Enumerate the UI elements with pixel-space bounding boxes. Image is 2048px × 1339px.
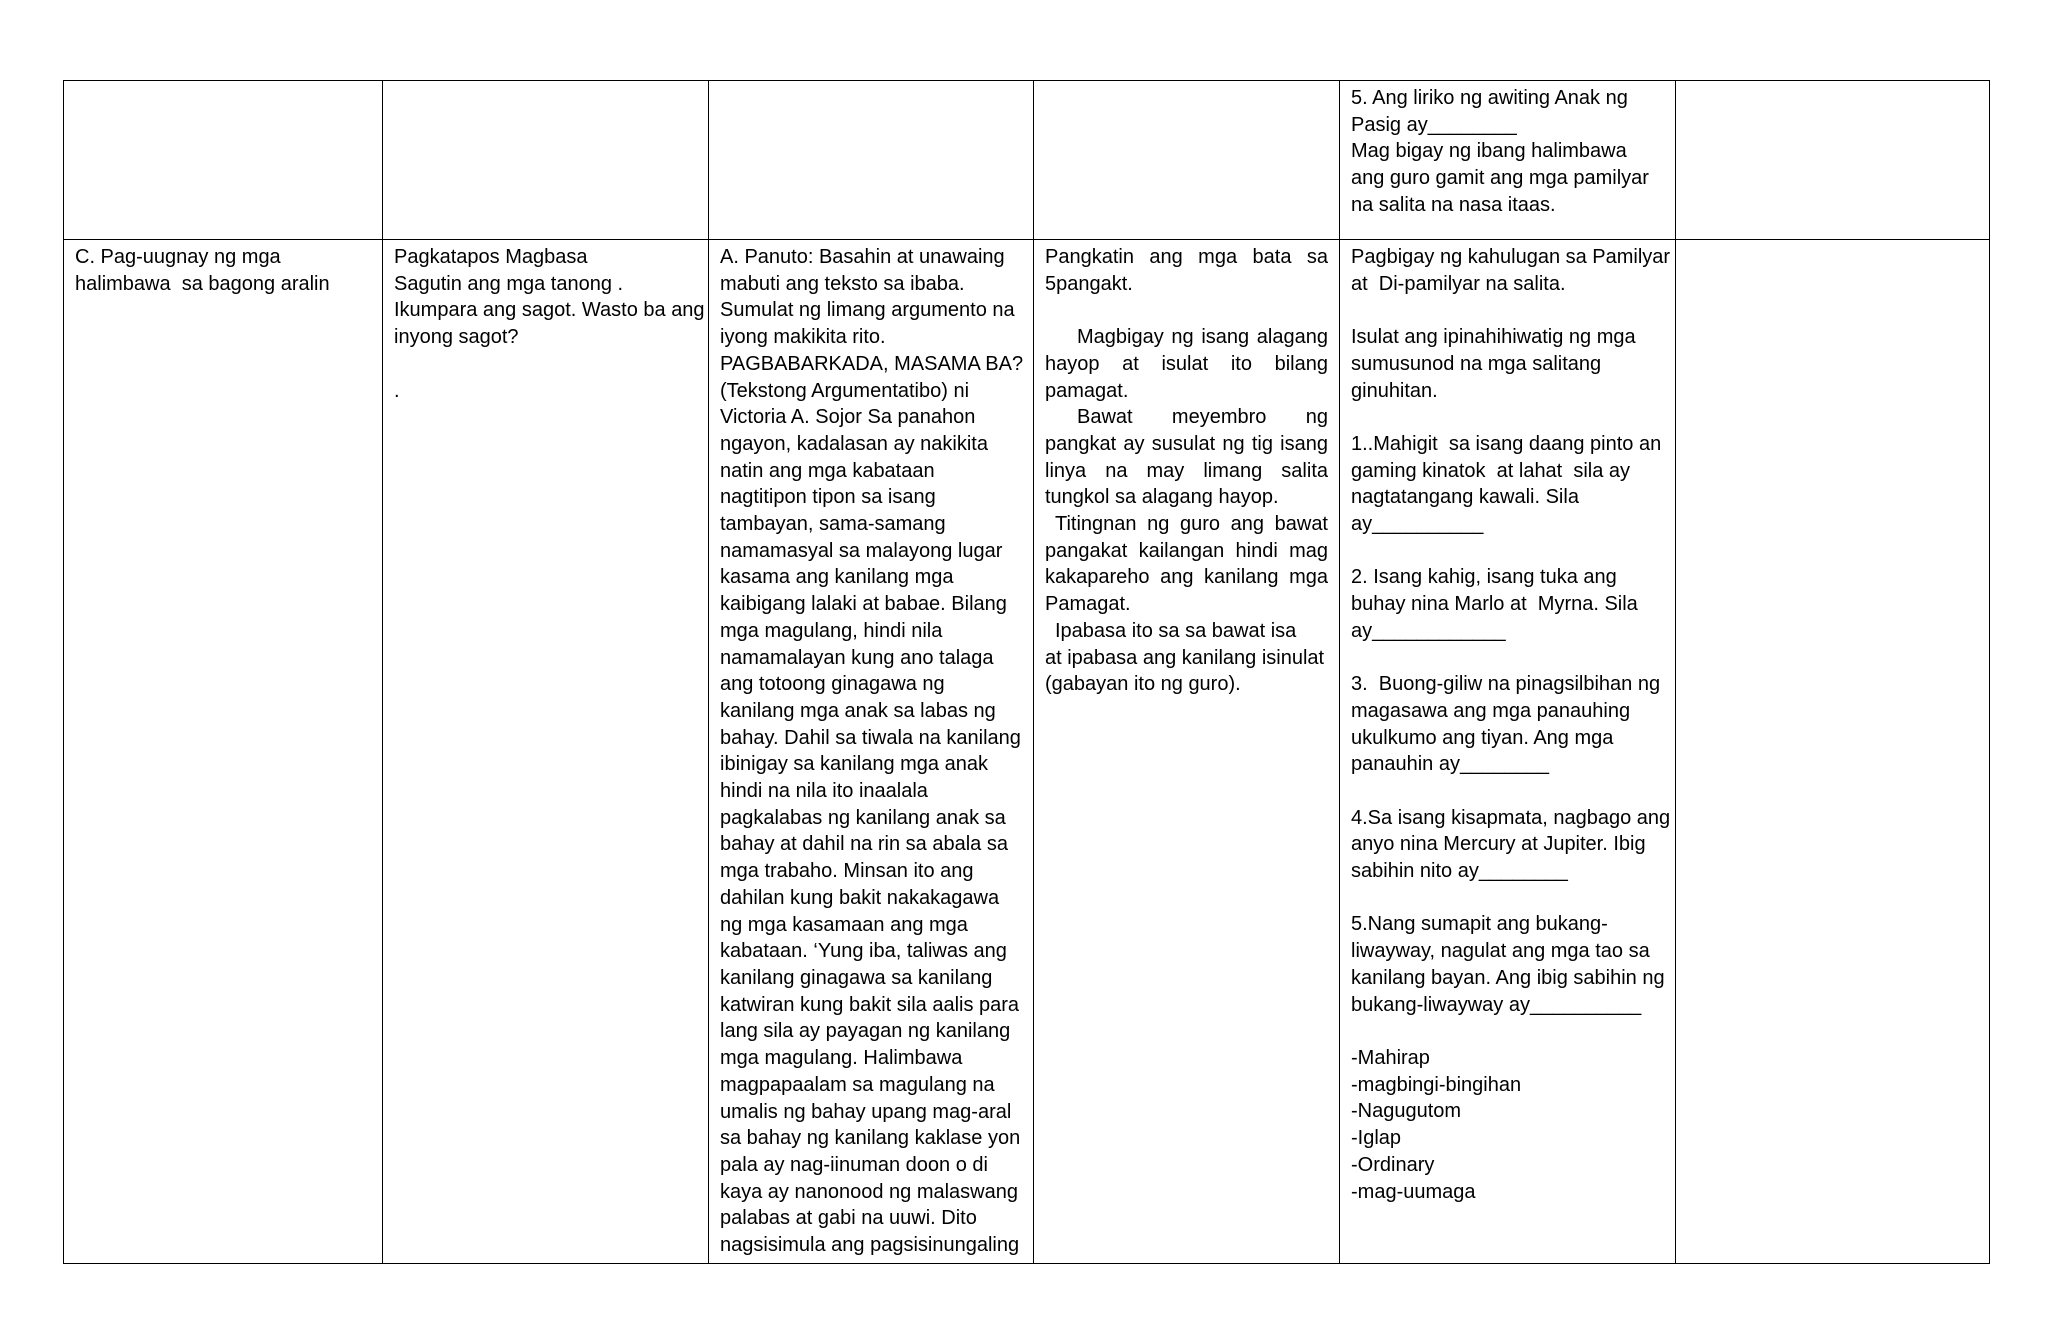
text-line: 2. Isang kahig, isang tuka ang [1351, 566, 1617, 589]
text-line: Isulat ang ipinahihiwatig ng mga [1351, 326, 1636, 349]
text-line: mga trabaho. Minsan ito ang [720, 860, 974, 883]
text-line: panauhin ay________ [1351, 753, 1549, 776]
text-line: Pangkatin ang mga bata sa [1045, 246, 1328, 268]
text-line: Pagkatapos Magbasa [394, 246, 588, 268]
group-activity-cell [1034, 240, 1340, 1264]
section-label-cell [64, 240, 383, 1264]
text-line: umalis ng bahay upang mag-aral [720, 1100, 1012, 1123]
text-line: nagtitipon tipon sa isang [720, 486, 936, 509]
table-cell [1340, 81, 1676, 240]
text-line: Magbigay ng isang alagang [1077, 326, 1328, 349]
text-line: sabihin nito ay________ [1351, 860, 1568, 883]
text-line: tungkol sa alagang hayop. [1045, 486, 1279, 509]
text-line: PAGBABARKADA, MASAMA BA? [720, 352, 1024, 375]
text-line: Ipabasa ito sa sa bawat isa [1055, 619, 1297, 642]
text-line: 5. Ang liriko ng awiting Anak ng [1351, 87, 1628, 109]
text-line: mabuti ang teksto sa ibaba. [720, 272, 965, 295]
text-line: nagsisimula ang pagsisinungaling [720, 1234, 1020, 1257]
text-line: A. Panuto: Basahin at unawaing [720, 246, 1005, 268]
text-line: pagkalabas ng kanilang anak sa [720, 806, 1006, 829]
text-line: bukang-liwayway ay__________ [1351, 993, 1642, 1016]
text-line: mga magulang, hindi nila [720, 619, 943, 642]
blank-line [1351, 645, 1664, 672]
blank-line [1351, 297, 1664, 324]
text-line: (gabayan ito ng guro). [1045, 673, 1241, 696]
table-cell [1034, 81, 1340, 240]
text-line: -Ordinary [1351, 1153, 1435, 1176]
table-cell [1676, 240, 1990, 1264]
text-line: ukulkumo ang tiyan. Ang mga [1351, 726, 1614, 749]
blank-line [1351, 778, 1664, 805]
text-line: -magbingi-bingihan [1351, 1073, 1522, 1096]
table-row [64, 240, 1990, 1264]
text-line: linya na may limang salita [1045, 459, 1328, 482]
text-line: ginuhitan. [1351, 379, 1438, 402]
text-line: kaibigang lalaki at babae. Bilang [720, 593, 1007, 616]
text-line: . [394, 379, 400, 402]
text-line: -Nagugutom [1351, 1100, 1462, 1123]
text-line: palabas at gabi na uuwi. Dito [720, 1207, 977, 1230]
text-line: -mag-uumaga [1351, 1180, 1476, 1203]
text-line: 5pangakt. [1045, 272, 1133, 295]
text-line: nagtatangang kawali. Sila [1351, 486, 1579, 509]
text-line: lang sila ay payagan ng kanilang [720, 1020, 1011, 1043]
text-line: Bawat meyembro ng [1077, 406, 1328, 429]
text-line: ang totoong ginagawa ng [720, 673, 945, 696]
text-line: bahay at dahil na rin sa abala sa [720, 833, 1008, 856]
text-line: sa bahay ng kanilang kaklase yon [720, 1127, 1021, 1150]
text-line: Sumulat ng limang argumento na [720, 299, 1015, 322]
table-cell [1676, 81, 1990, 240]
blank-line [1351, 404, 1664, 431]
text-line: 1..Mahigit sa isang daang pinto an [1351, 432, 1662, 455]
text-line: 4.Sa isang kisapmata, nagbago ang [1351, 806, 1671, 829]
text-line: kabataan. ‘Yung iba, taliwas ang [720, 940, 1007, 963]
text-line: pamagat. [1045, 379, 1129, 402]
text-line: ibinigay sa kanilang mga anak [720, 753, 988, 776]
text-line: magpapaalam sa magulang na [720, 1073, 995, 1096]
text-line: pala ay nag-iinuman doon o di [720, 1153, 988, 1176]
text-line: anyo nina Mercury at Jupiter. Ibig [1351, 833, 1646, 856]
text-line: ng mga kasamaan ang mga [720, 913, 968, 936]
text-line: ngayon, kadalasan ay nakikita [720, 432, 988, 455]
text-line: Pamagat. [1045, 593, 1131, 616]
text-line: katwiran kung bakit sila aalis para [720, 993, 1020, 1016]
lesson-plan-table [63, 80, 1990, 1264]
text-line: Mag bigay ng ibang halimbawa [1351, 140, 1627, 163]
text-line: kasama ang kanilang mga [720, 566, 954, 589]
text-line: sumusunod na mga salitang [1351, 352, 1602, 375]
text-line: ang guro gamit ang mga pamilyar [1351, 167, 1649, 190]
text-line: at Di-pamilyar na salita. [1351, 272, 1566, 295]
text-line: at ipabasa ang kanilang isinulat [1045, 646, 1325, 669]
text-line: iyong makikita rito. [720, 326, 886, 349]
table-row [64, 81, 1990, 240]
text-line: liwayway, nagulat ang mga tao sa [1351, 940, 1650, 963]
text-line: halimbawa sa bagong aralin [75, 272, 330, 295]
text-line: namamalayan kung ano talaga [720, 646, 994, 669]
text-line: -Mahirap [1351, 1046, 1430, 1069]
text-line: ay__________ [1351, 513, 1484, 535]
text-line: natin ang mga kabataan [720, 459, 935, 482]
text-line: 5.Nang sumapit ang bukang- [1351, 913, 1608, 936]
blank-line [1351, 885, 1664, 912]
text-line: kanilang mga anak sa labas ng [720, 699, 996, 722]
text-line: Pagbigay ng kahulugan sa Pamilyar [1351, 246, 1671, 268]
text-line: Titingnan ng guro ang bawat [1055, 513, 1328, 536]
text-line: -Iglap [1351, 1127, 1402, 1150]
text-line: tambayan, sama-samang [720, 513, 946, 536]
blank-line [1045, 297, 1328, 324]
blank-line [394, 351, 697, 378]
text-line: gaming kinatok at lahat sila ay [1351, 459, 1631, 482]
text-line: dahilan kung bakit nakakagawa [720, 886, 1000, 909]
reading-passage-cell [709, 240, 1034, 1264]
table-cell [64, 81, 383, 240]
text-line: Ikumpara ang sagot. Wasto ba ang [394, 299, 705, 322]
text-line: namamasyal sa malayong lugar [720, 539, 1003, 562]
text-line: Pasig ay________ [1351, 113, 1517, 136]
instructions-cell [383, 240, 709, 1264]
text-line: C. Pag-uugnay ng mga [75, 246, 281, 268]
text-line: inyong sagot? [394, 326, 519, 349]
table-cell [709, 81, 1034, 240]
text-line: 3. Buong-giliw na pinagsilbihan ng [1351, 673, 1661, 696]
text-line: ay____________ [1351, 619, 1506, 642]
text-line: bahay. Dahil sa tiwala na kanilang [720, 726, 1021, 749]
text-line: kaya ay nanonood ng malaswang [720, 1180, 1018, 1203]
text-line: pangakat kailangan hindi mag [1045, 539, 1328, 562]
text-line: Victoria A. Sojor Sa panahon [720, 406, 976, 429]
text-line: (Tekstong Argumentatibo) ni [720, 379, 970, 402]
text-line: magasawa ang mga panauhing [1351, 699, 1631, 722]
blank-line [1351, 1018, 1664, 1045]
text-line: mga magulang. Halimbawa [720, 1047, 963, 1070]
text-line: hindi na nila ito inaalala [720, 780, 928, 803]
text-line: buhay nina Marlo at Myrna. Sila [1351, 593, 1638, 616]
text-line: pangkat ay susulat ng tig isang [1045, 432, 1328, 455]
text-line: na salita na nasa itaas. [1351, 193, 1556, 216]
text-line: kanilang bayan. Ang ibig sabihin ng [1351, 966, 1665, 989]
text-line: Sagutin ang mga tanong . [394, 272, 624, 295]
text-line: kanilang ginagawa sa kanilang [720, 966, 993, 989]
text-line: hayop at isulat ito bilang [1045, 352, 1328, 375]
table-cell [383, 81, 709, 240]
text-line: kakapareho ang kanilang mga [1045, 566, 1328, 589]
blank-line [1351, 538, 1664, 565]
vocabulary-exercise-cell [1340, 240, 1676, 1264]
